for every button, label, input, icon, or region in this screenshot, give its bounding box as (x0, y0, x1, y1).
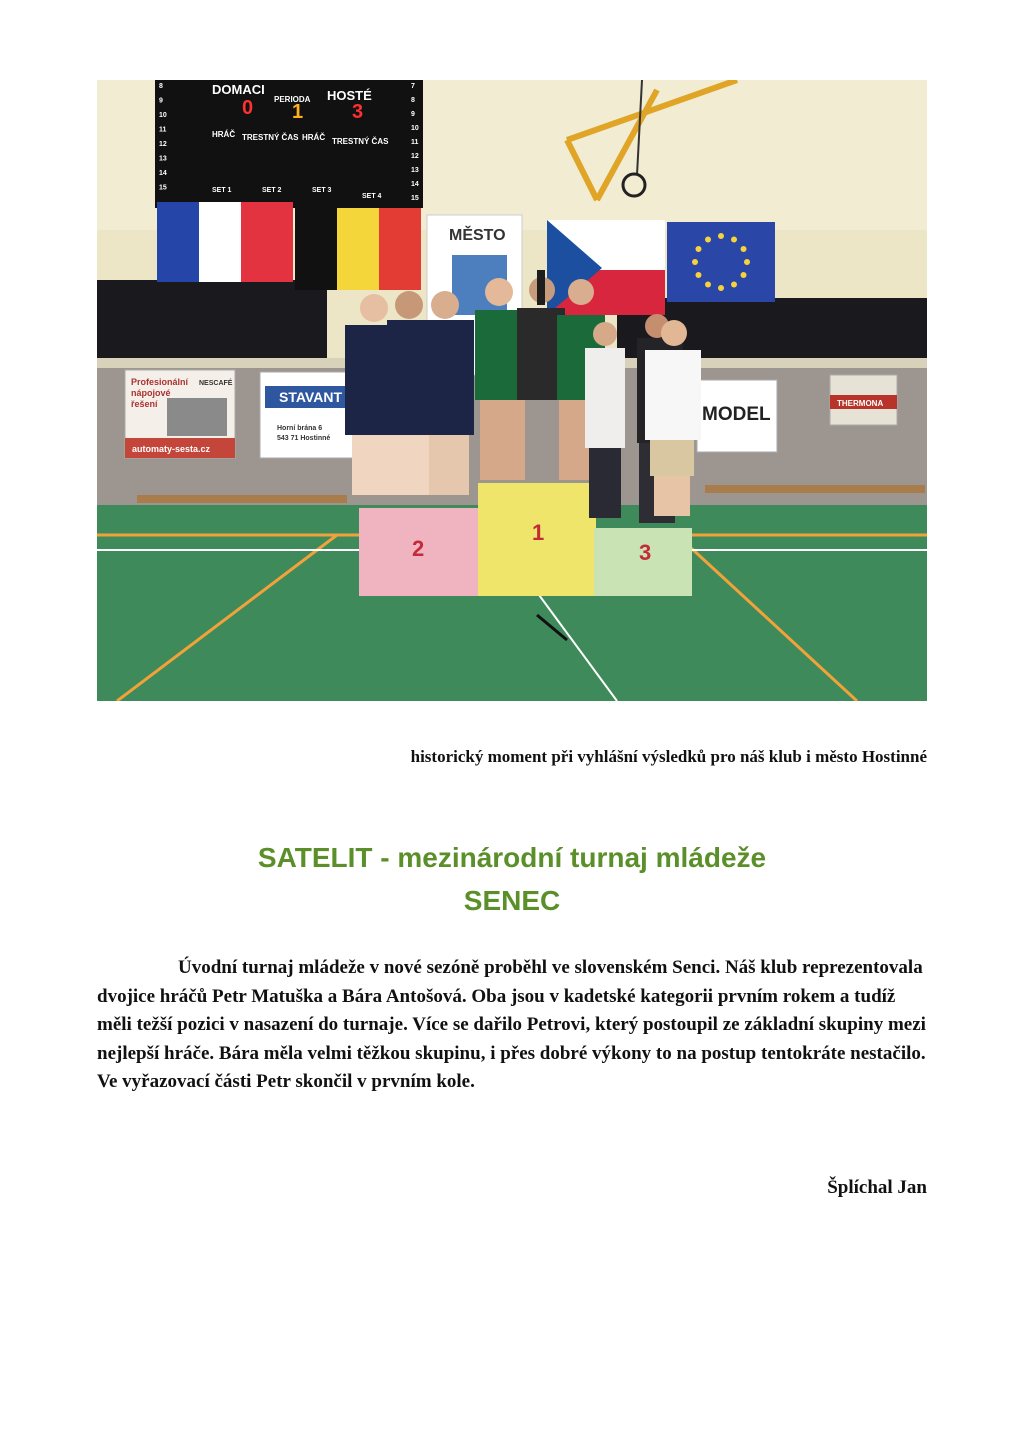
award-ceremony-photo (97, 80, 927, 701)
bench-left (137, 495, 347, 503)
flag-eu (667, 222, 775, 302)
scoreboard-set-label: SET 3 (312, 187, 332, 194)
scoreboard-guest-label: HOSTÉ (327, 88, 372, 103)
eu-star-icon (741, 272, 747, 278)
scoreboard-left-number: 15 (159, 184, 167, 192)
eu-star-icon (744, 259, 750, 265)
scoreboard-guest-score: 3 (352, 101, 364, 123)
eu-star-icon (692, 259, 698, 265)
scoreboard-right-number: 9 (411, 111, 415, 118)
scoreboard-period-label: PERIODA (274, 95, 311, 104)
scoreboard-right-number: 14 (411, 181, 419, 188)
scoreboard (155, 80, 423, 208)
scoreboard-home-label: DOMACI (212, 82, 265, 97)
scoreboard-right-number: 7 (411, 83, 415, 90)
scoreboard-set-label: SET 4 (362, 193, 382, 200)
article-heading-line1: SATELIT - mezinárodní turnaj mládeže (257, 842, 767, 873)
flag-czech (547, 220, 665, 315)
flag-belgium (295, 208, 421, 290)
scoreboard-left-number: 13 (159, 155, 167, 163)
scoreboard-right-number: 8 (411, 97, 415, 104)
banner-model (697, 380, 777, 452)
scoreboard-penalty-label-left: TRESTNÝ ČAS (242, 133, 299, 142)
svg-text:STAVANT: STAVANT (279, 389, 342, 405)
scoreboard-player-label-left: HRÁČ (212, 130, 236, 139)
eu-star-icon (731, 282, 737, 288)
scoreboard-left-number: 8 (159, 83, 163, 90)
scoreboard-right-number: 12 (411, 153, 419, 160)
eu-star-icon (718, 233, 724, 239)
eu-star-icon (705, 282, 711, 288)
article-body (97, 954, 931, 1097)
eu-star-icon (695, 246, 701, 252)
eu-star-icon (718, 285, 724, 291)
scoreboard-left-number: 10 (159, 112, 167, 119)
scoreboard-left-number: 9 (159, 97, 163, 105)
svg-text:automaty-sesta.cz: automaty-sesta.cz (132, 444, 211, 454)
flag-france (157, 202, 293, 282)
photo-caption: historický moment při vyhlášní výsledků pro náš klub i město Hostinné (410, 747, 927, 766)
scoreboard-right-number: 13 (411, 167, 419, 174)
scoreboard-left-number: 14 (159, 170, 167, 177)
eu-star-icon (741, 246, 747, 252)
svg-text:Profesionální: Profesionální (131, 377, 189, 387)
podium-third-number: 3 (639, 540, 652, 565)
scoreboard-right-number: 10 (411, 125, 419, 132)
eu-star-icon (731, 236, 737, 242)
svg-text:THERMONA: THERMONA (837, 399, 884, 408)
svg-text:řešení: řešení (131, 399, 158, 409)
podium-first-number: 1 (532, 520, 545, 545)
scoreboard-player-label-right: HRÁČ (302, 133, 326, 142)
banner-automaty (125, 370, 235, 458)
scoreboard-period-value: 1 (292, 101, 304, 123)
eu-star-icon (695, 272, 701, 278)
svg-text:Horní brána 6: Horní brána 6 (277, 425, 323, 432)
bench-right (705, 485, 925, 493)
svg-text:543 71 Hostinné: 543 71 Hostinné (277, 435, 331, 442)
scoreboard-home-score: 0 (242, 97, 254, 119)
scoreboard-left-number: 11 (159, 126, 167, 134)
article-body-text: Úvodní turnaj mládeže v nové sezóně proběhl ve slovenském Senci. Náš klub reprezentovala dvojice hráčů Petr Matuška a Bára Antošová. Oba jsou v kadetské kategorii prvním rokem a tudíž měli težší pozici v nasazení do turnaje. Více se dařilo Petrovi, který postoupil ze základní skupiny mezi nejlepší hráče. Bára měla velmi těžkou skupinu, i přes dobré výkony to na postup tentokráte nestačilo. Ve vyřazovací části Petr skončil v prvním kole. (97, 957, 926, 1093)
scoreboard-right-number: 11 (411, 139, 419, 146)
scoreboard-right-number: 15 (411, 195, 419, 202)
article-author: Šplíchal Jan (827, 1177, 927, 1198)
scoreboard-set-label: SET 1 (212, 187, 232, 194)
scoreboard-penalty-label-right: TRESTNÝ ČAS (332, 137, 389, 146)
svg-text:NESCAFÉ: NESCAFÉ (199, 380, 233, 387)
scoreboard-left-number: 12 (159, 141, 167, 148)
banner-thermona (830, 375, 897, 425)
eu-star-icon (705, 236, 711, 242)
mesto-banner-text: MĚSTO (449, 227, 506, 244)
scoreboard-set-label: SET 2 (262, 187, 282, 194)
svg-text:MODEL: MODEL (702, 404, 771, 425)
svg-text:nápojové: nápojové (131, 388, 171, 398)
article-heading-line2: SENEC (463, 885, 561, 916)
podium-second-number: 2 (412, 536, 425, 561)
